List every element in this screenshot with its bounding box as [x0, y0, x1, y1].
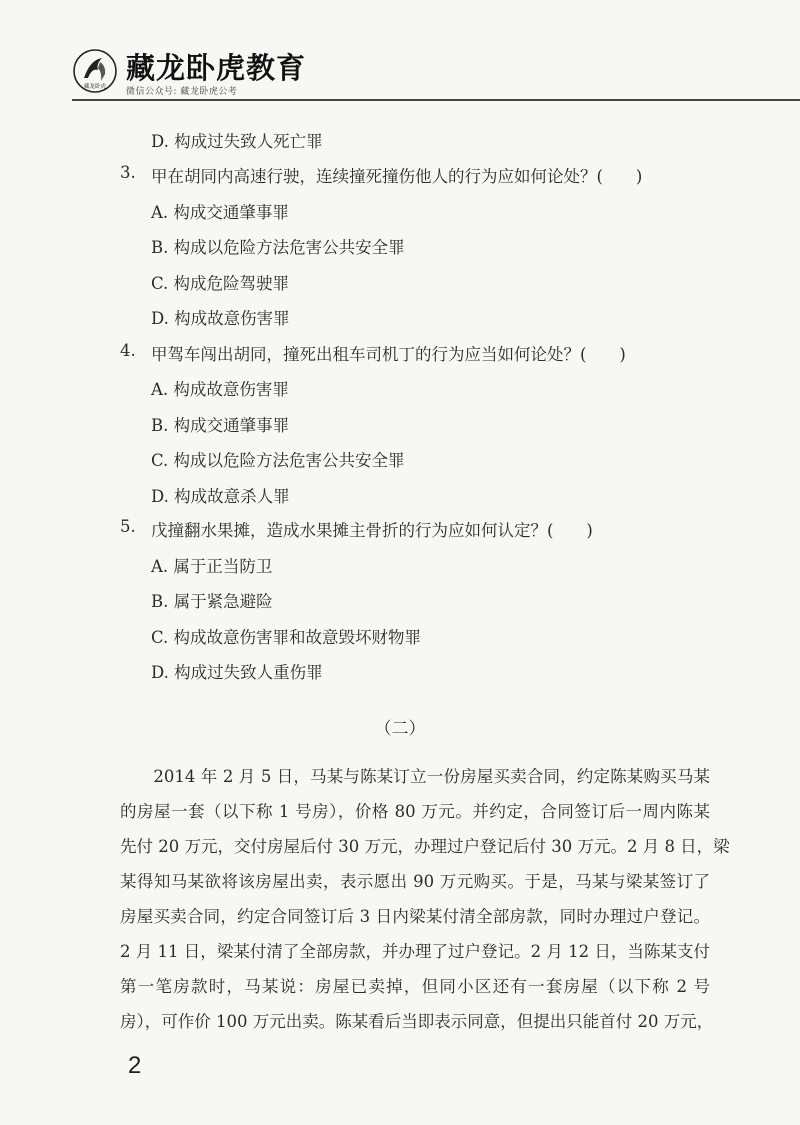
paragraph-line: 的房屋一套（以下称 1 号房），价格 80 万元。并约定，合同签订后一周内陈某 — [120, 802, 710, 821]
paragraph-line: 2 月 11 日，梁某付清了全部房款，并办理了过户登记。2 月 12 日，当陈某支付 — [120, 942, 710, 961]
option-item: A. 属于正当防卫 — [151, 557, 273, 576]
paragraph-line: 先付 20 万元，交付房屋后付 30 万元，办理过户登记后付 30 万元。2 月 8 日，梁 — [120, 837, 730, 856]
option-item: B. 属于紧急避险 — [151, 592, 273, 611]
paragraph-line: 房屋买卖合同，约定合同签订后 3 日内梁某付清全部房款，同时办理过户登记。 — [120, 907, 710, 926]
section-title: （二） — [374, 719, 426, 739]
option-item: D. 构成过失致人重伤罪 — [151, 663, 323, 682]
question-number: 5. — [120, 517, 136, 536]
option-item: D. 构成故意伤害罪 — [151, 309, 290, 328]
option-item: C. 构成危险驾驶罪 — [151, 274, 290, 293]
question-text: 甲在胡同内高速行驶，连续撞死撞伤他人的行为应如何论处？( ) — [151, 167, 643, 186]
option-item: D. 构成故意杀人罪 — [151, 487, 290, 506]
option-item: B. 构成以危险方法危害公共安全罪 — [151, 238, 405, 257]
paragraph-line: 房），可作价 100 万元出卖。陈某看后当即表示同意，但提出只能首付 20 万元， — [120, 1012, 714, 1031]
brand-title: 藏龙卧虎教育 — [126, 51, 307, 85]
question-text: 戊撞翻水果摊，造成水果摊主骨折的行为应如何认定？( ) — [151, 521, 593, 540]
logo-caption: 藏龙卧虎 — [83, 84, 107, 90]
brand-logo-icon — [72, 48, 118, 94]
page-header — [0, 0, 800, 100]
question-number: 4. — [120, 341, 136, 360]
option-item: B. 构成交通肇事罪 — [151, 416, 290, 435]
option-item: C. 构成故意伤害罪和故意毁坏财物罪 — [151, 628, 422, 647]
option-item: A. 构成故意伤害罪 — [151, 380, 289, 399]
option-item: C. 构成以危险方法危害公共安全罪 — [151, 451, 405, 470]
paragraph-line: 某得知马某欲将该房屋出卖，表示愿出 90 万元购买。于是，马某与梁某签订了 — [120, 872, 710, 891]
option-item: A. 构成交通肇事罪 — [151, 203, 289, 222]
header-divider — [72, 99, 800, 101]
question-text: 甲驾车闯出胡同，撞死出租车司机丁的行为应当如何论处？( ) — [151, 345, 626, 364]
option-item: D. 构成过失致人死亡罪 — [151, 132, 323, 151]
brand-subtitle: 微信公众号: 藏龙卧虎公考 — [126, 87, 238, 97]
paragraph-line: 第一笔房款时，马某说：房屋已卖掉，但同小区还有一套房屋（以下称 2 号 — [120, 977, 710, 996]
paragraph-line: 2014 年 2 月 5 日，马某与陈某订立一份房屋买卖合同，约定陈某购买马某 — [120, 767, 710, 786]
question-number: 3. — [120, 163, 136, 182]
page-number: 2 — [128, 1052, 142, 1079]
